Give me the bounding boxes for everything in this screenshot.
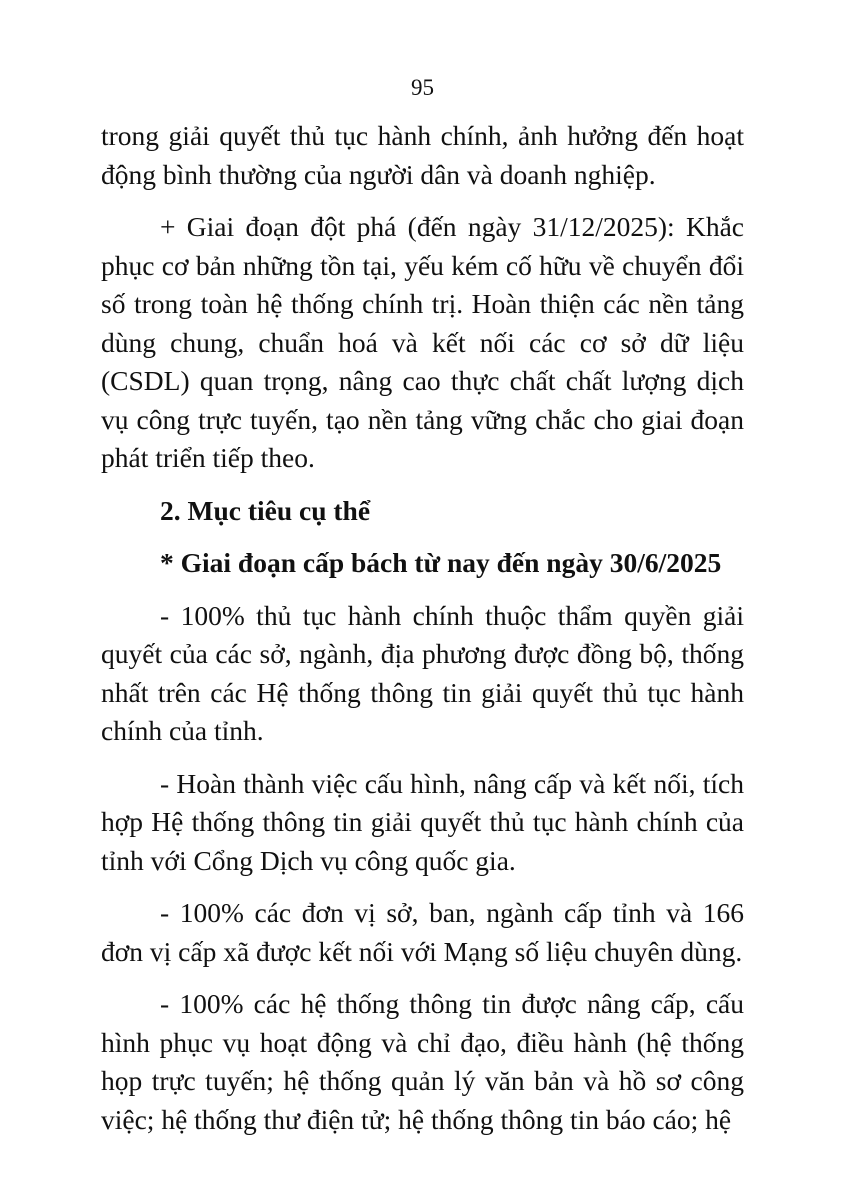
bullet-paragraph: - 100% các đơn vị sở, ban, ngành cấp tỉnh và 166 đơn vị cấp xã được kết nối với Mạng số liệu chuyên dùng.	[101, 897, 744, 967]
paragraph-breakthrough-phase: + Giai đoạn đột phá (đến ngày 31/12/2025): Khắc phục cơ bản những tồn tại, yếu kém cố hữu về chuyển đổi số trong toàn hệ thống chính trị. Hoàn thiện các nền tảng dùng chung, chuẩn hoá và kết nối các cơ sở dữ liệu (CSDL) quan trọng, nâng cao thực chất chất lượng dịch vụ công trực tuyến, tạo nền tảng vững chắc cho giai đoạn phát triển tiếp theo.	[101, 211, 744, 473]
bullet-paragraph: - 100% thủ tục hành chính thuộc thẩm quyền giải quyết của các sở, ngành, địa phương được đồng bộ, thống nhất trên các Hệ thống thông tin giải quyết thủ tục hành chính của tỉnh.	[101, 599, 744, 746]
document-body	[101, 117, 744, 1153]
subsection-heading: * Giai đoạn cấp bách từ nay đến ngày 30/6/2025	[160, 547, 722, 578]
page-number: 95	[411, 75, 434, 100]
bullet-paragraph: - 100% các hệ thống thông tin được nâng cấp, cấu hình phục vụ hoạt động và chỉ đạo, điều hành (hệ thống họp trực tuyến; hệ thống quản lý văn bản và hồ sơ công việc; hệ thống thư điện tử; hệ thống thông tin báo cáo; hệ	[101, 988, 744, 1135]
bullet-paragraph: - Hoàn thành việc cấu hình, nâng cấp và kết nối, tích hợp Hệ thống thông tin giải quyết thủ tục hành chính của tỉnh với Cổng Dịch vụ công quốc gia.	[101, 767, 744, 876]
section-heading: 2. Mục tiêu cụ thể	[160, 494, 371, 526]
paragraph-continuation: trong giải quyết thủ tục hành chính, ảnh hưởng đến hoạt động bình thường của người dân và doanh nghiệp.	[101, 120, 744, 190]
